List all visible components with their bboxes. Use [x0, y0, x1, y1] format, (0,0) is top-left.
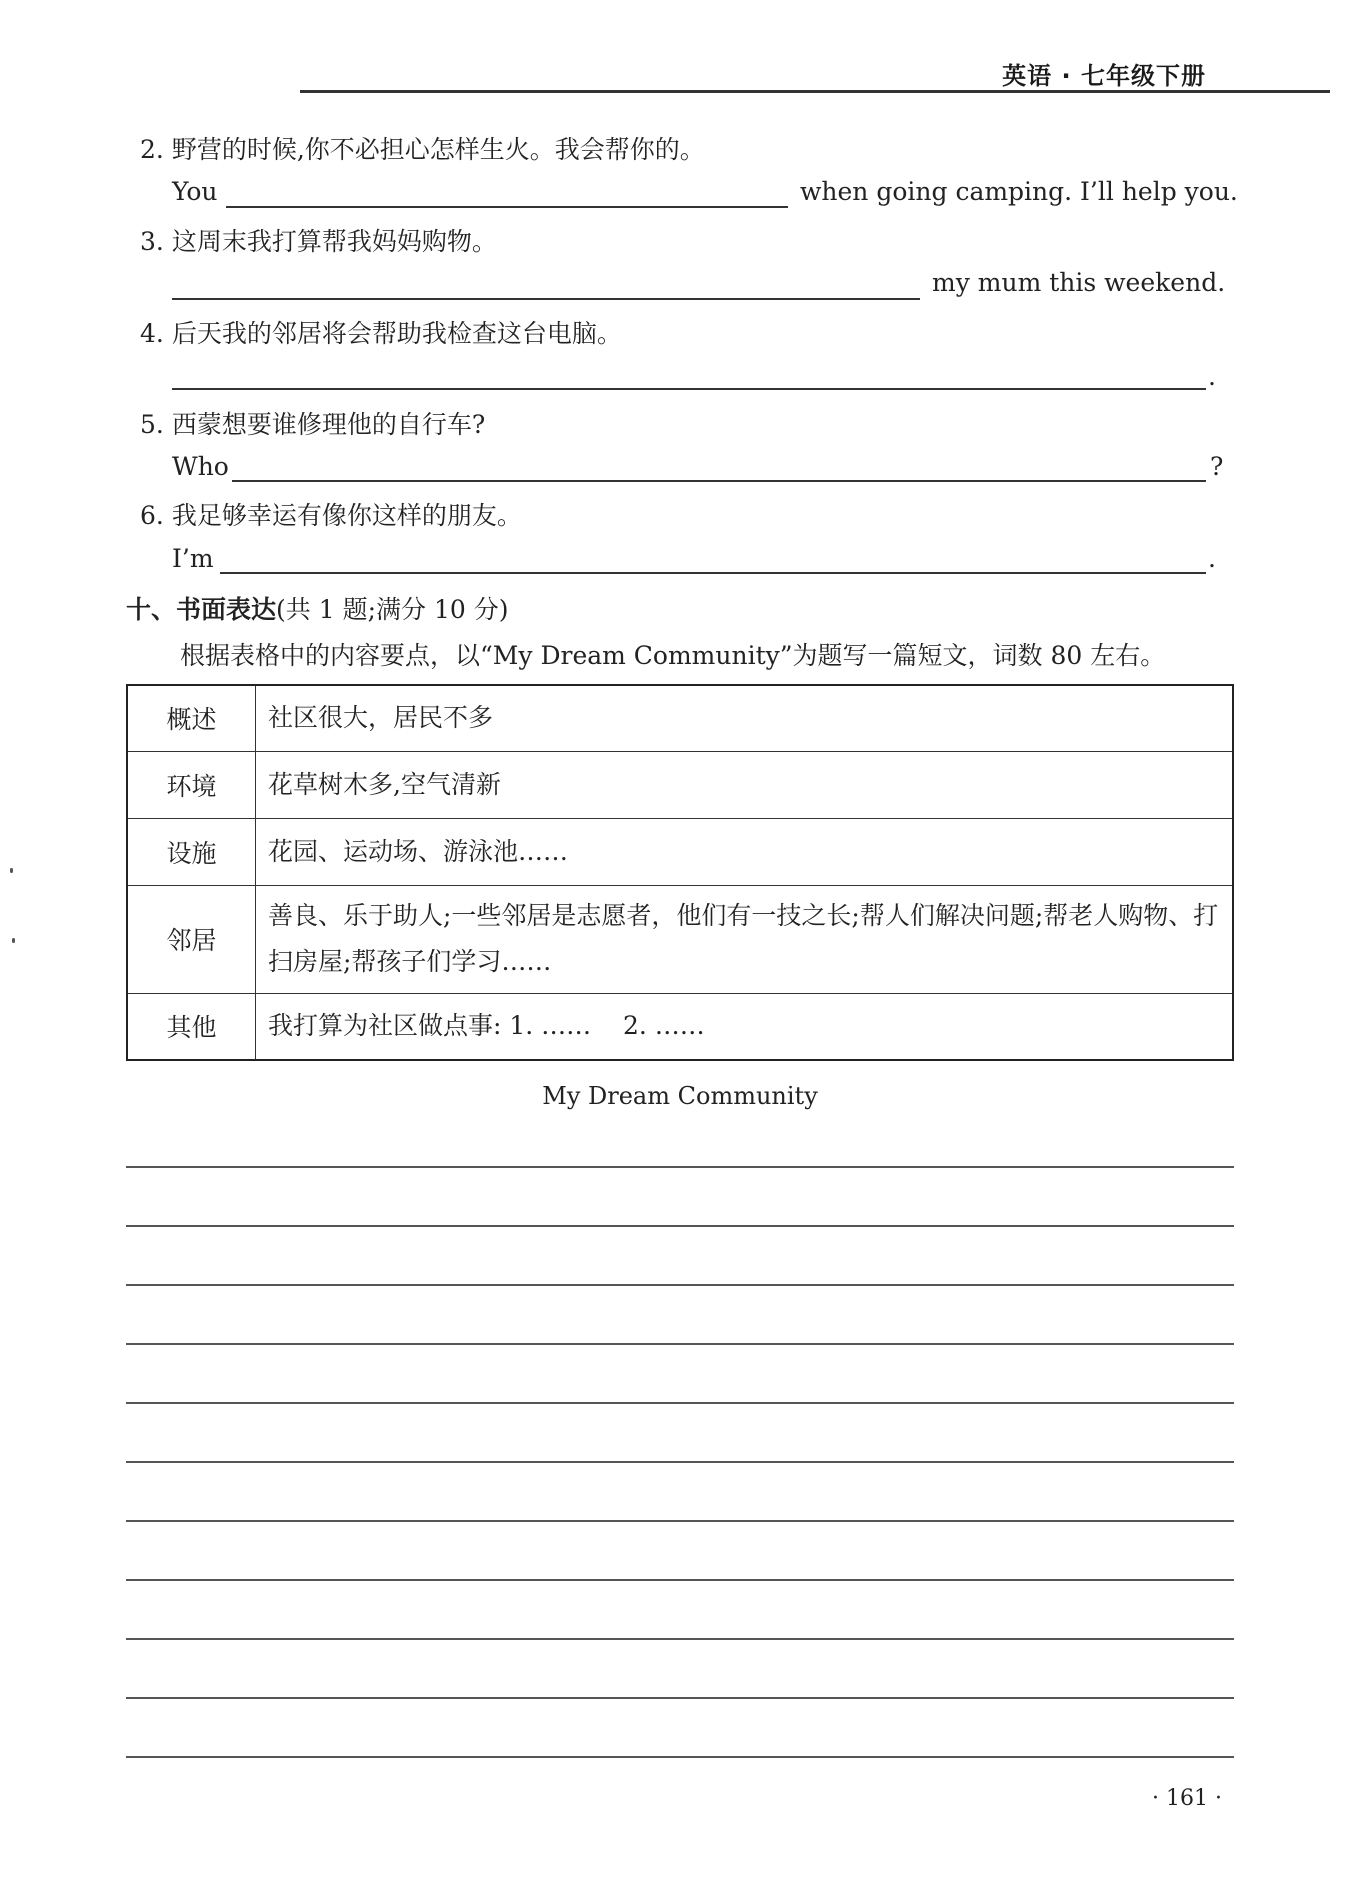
row-content: 我打算为社区做点事: 1. …… 2. …… [256, 993, 1234, 1060]
question-6 [140, 496, 522, 532]
row-category: 邻居 [127, 885, 256, 993]
answer-blank-4[interactable] [172, 388, 1206, 390]
question-3 [140, 222, 497, 258]
question-text: 我足够幸运有像你这样的朋友。 [171, 501, 522, 530]
writing-line[interactable] [126, 1697, 1234, 1699]
question-number: 2. [140, 135, 164, 164]
table-row [127, 685, 1233, 751]
writing-line[interactable] [126, 1343, 1234, 1345]
question-number: 4. [140, 319, 164, 348]
table-row [127, 751, 1233, 818]
question-4 [140, 314, 622, 350]
table-row [127, 993, 1233, 1060]
answer-prefix: You [172, 177, 218, 206]
writing-line[interactable] [126, 1520, 1234, 1522]
writing-line[interactable] [126, 1402, 1234, 1404]
answer-blank-5[interactable] [232, 480, 1206, 482]
question-text: 这周末我打算帮我妈妈购物。 [171, 227, 497, 256]
question-text: 后天我的邻居将会帮助我检查这台电脑。 [171, 319, 622, 348]
answer-suffix: my mum this weekend. [932, 268, 1226, 297]
book-title: 英语 · 七年级下册 [1002, 62, 1206, 90]
essay-title: My Dream Community [542, 1082, 818, 1110]
scan-mark [10, 868, 13, 873]
answer-blank-6[interactable] [220, 572, 1206, 574]
section-heading [126, 590, 508, 626]
section-instructions: 根据表格中的内容要点，以“My Dream Community”为题写一篇短文，词数 80 左右。 [180, 641, 1166, 670]
writing-line[interactable] [126, 1225, 1234, 1227]
row-content: 花园、运动场、游泳池…… [256, 818, 1234, 885]
answer-prefix: Who [172, 452, 229, 481]
question-text: 西蒙想要谁修理他的自行车? [171, 410, 486, 439]
row-content: 社区很大，居民不多 [256, 685, 1234, 751]
question-2 [140, 130, 705, 166]
answer-suffix: when going camping. I’ll help you. [800, 177, 1238, 206]
outline-table [126, 684, 1234, 1061]
writing-line[interactable] [126, 1579, 1234, 1581]
row-category: 环境 [127, 751, 256, 818]
question-number: 5. [140, 410, 164, 439]
row-content: 善良、乐于助人;一些邻居是志愿者，他们有一技之长;帮人们解决问题;帮老人购物、打扫房屋;帮孩子们学习…… [256, 885, 1234, 993]
writing-line[interactable] [126, 1461, 1234, 1463]
scan-mark [12, 938, 15, 943]
question-number: 6. [140, 501, 164, 530]
question-number: 3. [140, 227, 164, 256]
row-content: 花草树木多,空气清新 [256, 751, 1234, 818]
writing-line[interactable] [126, 1166, 1234, 1168]
question-text: 野营的时候,你不必担心怎样生火。我会帮你的。 [171, 135, 705, 164]
writing-line[interactable] [126, 1638, 1234, 1640]
writing-line[interactable] [126, 1284, 1234, 1286]
header-rule [300, 90, 1330, 93]
table-row [127, 885, 1233, 993]
answer-suffix: ? [1210, 452, 1224, 481]
writing-line[interactable] [126, 1756, 1234, 1758]
page-number: · 161 · [1152, 1786, 1222, 1811]
row-category: 其他 [127, 993, 256, 1060]
answer-suffix: . [1208, 362, 1216, 391]
section-label: 十、书面表达 [126, 595, 277, 624]
answer-suffix: . [1208, 544, 1216, 573]
row-category: 概述 [127, 685, 256, 751]
row-category: 设施 [127, 818, 256, 885]
answer-prefix: I’m [172, 544, 214, 573]
table-row [127, 818, 1233, 885]
section-info: (共 1 题;满分 10 分) [276, 595, 509, 624]
question-5 [140, 405, 485, 441]
page-header [0, 40, 1330, 96]
answer-blank-2[interactable] [226, 206, 788, 208]
answer-blank-3[interactable] [172, 298, 920, 300]
